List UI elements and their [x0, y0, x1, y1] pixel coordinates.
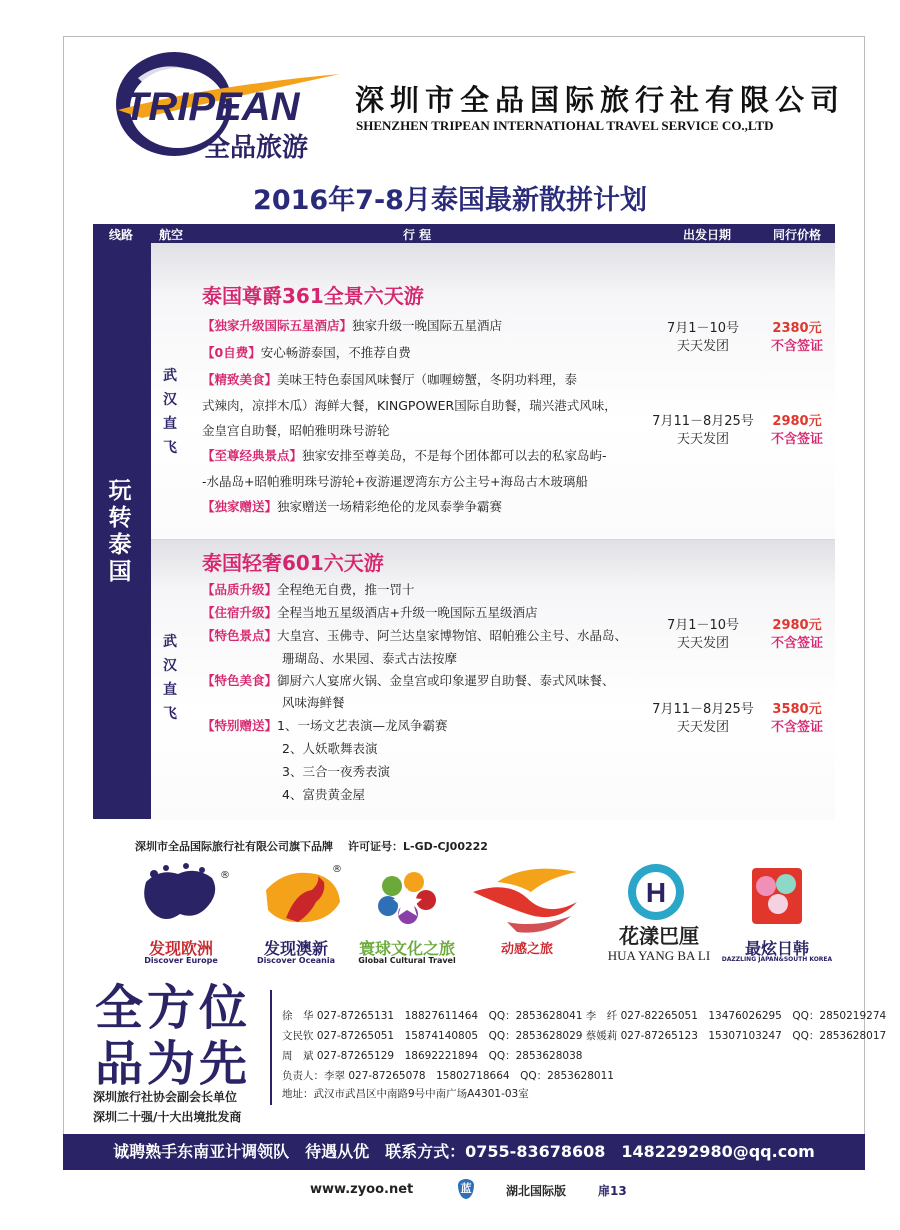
tour-2-title: 泰国轻奢601六天游 — [202, 551, 384, 575]
svg-text:®: ® — [220, 870, 230, 881]
tour-2-line: 【特别赠送】1、一场文艺表演—龙凤争霸赛 — [202, 718, 448, 733]
association-2: 深圳二十强/十大出境批发商 — [93, 1110, 242, 1124]
edition-badge: 蓝 — [458, 1179, 474, 1199]
kangaroo-icon — [246, 862, 356, 932]
header-airline: 航空 — [159, 228, 184, 242]
tour-2-line: 风味海鲜餐 — [282, 695, 345, 710]
tour-1-line: 式辣肉，凉拌木瓜）海鲜大餐，KINGPOWER国际自助餐，瑞兴港式风味， — [202, 398, 617, 413]
tour-2-departure-2: 7月11－8月25号 天天发团 — [652, 702, 754, 735]
recruit-bar: 诚聘熟手东南亚计调领队 待遇从优 联系方式：0755-83678608 1482292980@qq.com — [63, 1134, 865, 1170]
tripean-logo — [108, 48, 348, 164]
svg-text:H: H — [645, 877, 667, 908]
divider — [270, 990, 272, 1105]
europe-map-icon — [116, 862, 246, 932]
tour-1-line: 金皇宫自助餐，昭帕雅明珠号游轮 — [202, 423, 390, 438]
tour-1-line: 【精致美食】美味王特色泰国风味餐厅（咖喱螃蟹，冬阴功料理，泰 — [202, 372, 578, 387]
tour-1-departure-1: 7月1－10号 天天发团 — [666, 321, 740, 354]
flower-icon — [722, 862, 832, 932]
logo-cn: 全品旅游 — [204, 133, 309, 163]
licence-number: 许可证号：L-GD-CJ00222 — [348, 840, 488, 853]
tour-2-route: 武 汉 直 飞 — [163, 634, 177, 722]
tour-1-line: 【独家升级国际五星酒店】独家升级一晚国际五星酒店 — [202, 318, 503, 333]
tour-1-line: -水晶岛+昭帕雅明珠号游轮+夜游暹逻湾东方公主号+海岛古木玻璃船 — [202, 474, 588, 489]
brand-discover-europe: ® 发现欧洲 Discover Europe — [116, 862, 246, 967]
tour-2-line: 2、人妖歌舞表演 — [282, 741, 378, 756]
brand-discover-oceania: ® 发现澳新 Discover Oceania — [236, 862, 366, 967]
association-1: 深圳旅行社协会副会长单位 — [93, 1090, 238, 1104]
tour-1-price-1: 2380元 不含签证 — [770, 321, 823, 354]
tour-2-line: 4、富贵黄金屋 — [282, 787, 365, 802]
contact-line: 文民钦 027-87265051 15874140805 QQ：2853628029 蔡媛莉 027-87265123 15307103247 QQ：2853628017 — [282, 1030, 887, 1042]
company-name-cn: 深圳市全品国际旅行社有限公司 — [355, 83, 846, 117]
tour-1-line: 【0自费】安心畅游泰国，不推荐自费 — [202, 345, 411, 360]
side-label: 玩 转 泰 国 — [108, 478, 132, 585]
svg-text:®: ® — [332, 864, 342, 875]
tour-2-price-2: 3580元 不含签证 — [770, 702, 823, 735]
brand-huayang-bali: H 花漾巴厘 HUA YANG BA LI — [594, 862, 724, 967]
contact-line: 徐 华 027-87265131 18827611464 QQ：2853628041 李 纤 027-82265051 13476026295 QQ：2850219274 — [282, 1010, 887, 1022]
contact-line: 负责人：李翠 027-87265078 15802718664 QQ：2853628011 — [282, 1070, 614, 1082]
header-departure: 出发日期 — [683, 228, 732, 242]
header-itinerary: 行 程 — [403, 228, 432, 242]
header-route: 线路 — [109, 228, 134, 242]
brand-japan-korea: 最炫日韩 DAZZLING JAPAN&SOUTH KOREA — [712, 862, 842, 967]
tour-2-line: 【特色美食】御厨六人宴席火锅、金皇宫或印象暹罗自助餐、泰式风味餐、 — [202, 673, 615, 688]
tour-1-title: 泰国尊爵361全景六天游 — [202, 284, 424, 308]
tour-1-line: 【独家赠送】独家赠送一场精彩绝伦的龙凤泰拳争霸赛 — [202, 499, 503, 514]
swirl-wings-icon — [467, 862, 587, 942]
tour-2-departure-1: 7月1－10号 天天发团 — [666, 618, 740, 651]
header-price: 同行价格 — [773, 228, 822, 242]
star-flower-icon — [352, 862, 462, 932]
brand-global-cultural: 寰球文化之旅 Global Cultural Travel — [342, 862, 472, 967]
page-number: 扉13 — [598, 1184, 627, 1198]
tour-1-departure-2: 7月11－8月25号 天天发团 — [652, 414, 754, 447]
tour-2-line: 3、三合一夜秀表演 — [282, 764, 390, 779]
logo-word: TRIPEAN — [124, 85, 300, 129]
table-header — [93, 224, 835, 243]
website-link[interactable]: www.zyoo.net — [310, 1182, 414, 1197]
tour-1-line: 【至尊经典景点】独家安排至尊美岛，不是每个团体都可以去的私家岛屿- — [202, 448, 607, 463]
address: 地址：武汉市武昌区中南路9号中南广场A4301-03室 — [282, 1088, 529, 1100]
company-name-en: SHENZHEN TRIPEAN INTERNATIOHAL TRAVEL SERVICE CO.,LTD — [356, 118, 774, 133]
contact-line: 周 斌 027-87265129 18692221894 QQ：2853628038 — [282, 1050, 583, 1062]
page-title: 2016年7-8月泰国最新散拼计划 — [253, 185, 647, 216]
tour-2-price-1: 2980元 不含签证 — [770, 618, 823, 651]
brand-line: 深圳市全品国际旅行社有限公司旗下品牌 — [135, 840, 333, 853]
brand-dynamic-tour: 动感之旅 — [462, 862, 592, 967]
slogan: 全方位 品为先 — [95, 980, 252, 1092]
tour-2-line: 【住宿升级】全程当地五星级酒店+升级一晚国际五星级酒店 — [202, 605, 538, 620]
edition-label: 湖北国际版 — [506, 1184, 567, 1198]
tour-2-line: 珊瑚岛、水果园、泰式古法按摩 — [282, 651, 458, 666]
tour-2-line: 【品质升级】全程绝无自费，推一罚十 — [202, 582, 415, 597]
tour-1-price-2: 2980元 不含签证 — [770, 414, 823, 447]
tour-1-route: 武 汉 直 飞 — [163, 368, 177, 456]
tour-2-line: 【特色景点】大皇宫、玉佛寺、阿兰达皇家博物馆、昭帕雅公主号、水晶岛、 — [202, 628, 628, 643]
